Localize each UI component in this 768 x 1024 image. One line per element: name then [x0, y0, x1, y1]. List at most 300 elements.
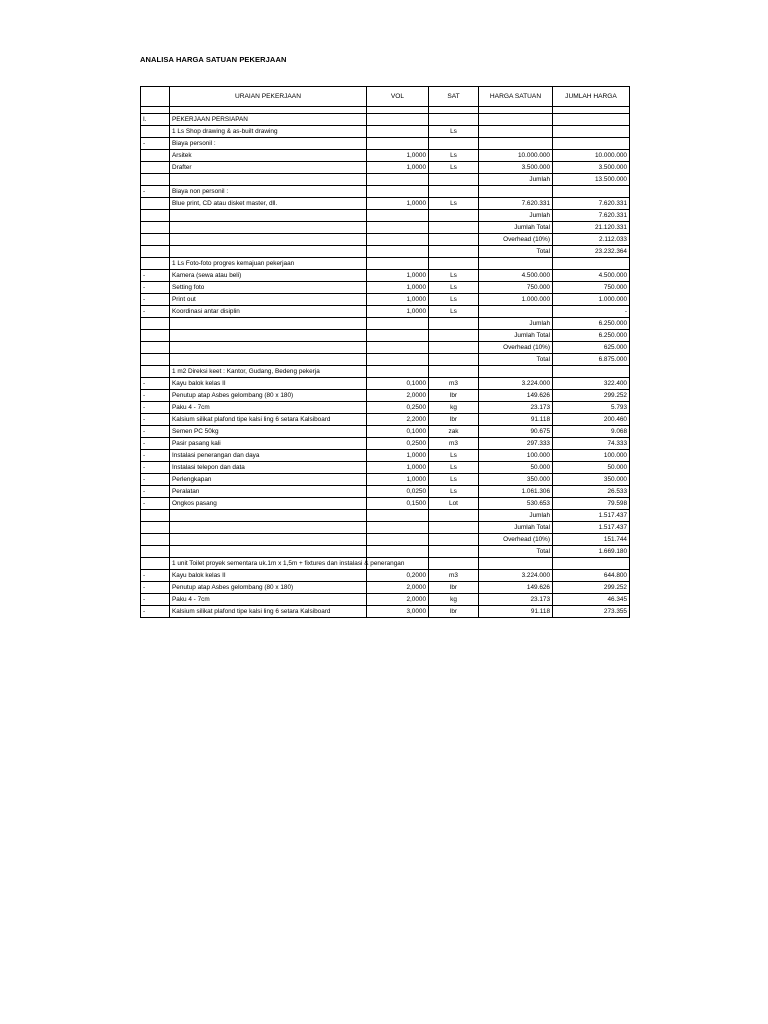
cell-harga-satuan: 50.000	[479, 462, 553, 474]
cell-uraian	[170, 342, 367, 354]
table-row	[141, 402, 630, 414]
cell-sat	[429, 534, 479, 546]
cell-vol: 0,2500	[367, 402, 429, 414]
cell-sat	[429, 186, 479, 198]
cell-vol	[367, 342, 429, 354]
table-row	[141, 138, 630, 150]
cell-jumlah-harga: 350.000	[553, 474, 630, 486]
cell-jumlah-harga: 1.517.437	[553, 510, 630, 522]
cell-harga-satuan: 10.000.000	[479, 150, 553, 162]
cell-jumlah-harga: 21.120.331	[553, 222, 630, 234]
header-harga-satuan: HARGA SATUAN	[479, 87, 553, 107]
cell-sat: m3	[429, 570, 479, 582]
cell-jumlah-harga	[553, 138, 630, 150]
cell-harga-satuan: Total	[479, 546, 553, 558]
cell-harga-satuan	[479, 114, 553, 126]
cell-vol	[367, 114, 429, 126]
cell-uraian: Ongkos pasang	[170, 498, 367, 510]
cell-sat: lbr	[429, 606, 479, 618]
cell-no: -	[141, 186, 170, 198]
cell-no	[141, 558, 170, 570]
cell-sat: Ls	[429, 198, 479, 210]
cell-sat: kg	[429, 594, 479, 606]
cell-harga-satuan: 297.333	[479, 438, 553, 450]
table-row	[141, 107, 630, 114]
cell-vol: 1,0000	[367, 162, 429, 174]
cell-jumlah-harga	[553, 366, 630, 378]
table-row	[141, 126, 630, 138]
cell-vol: 0,1000	[367, 378, 429, 390]
cell-harga-satuan: Overhead (10%)	[479, 342, 553, 354]
cell-vol	[367, 534, 429, 546]
cell-harga-satuan	[479, 186, 553, 198]
cell-vol: 1,0000	[367, 462, 429, 474]
cell-sat: Ls	[429, 282, 479, 294]
cell-no: -	[141, 402, 170, 414]
cell-sat: Ls	[429, 150, 479, 162]
cell-jumlah-harga: 7.620.331	[553, 198, 630, 210]
cell-no: -	[141, 594, 170, 606]
cell-vol: 2,0000	[367, 582, 429, 594]
cell-uraian: Paku 4 - 7cm	[170, 594, 367, 606]
cell-uraian: PEKERJAAN PERSIAPAN	[170, 114, 367, 126]
cell-harga-satuan: 1.000.000	[479, 294, 553, 306]
cell-jumlah-harga	[553, 558, 630, 570]
cell-sat: Ls	[429, 294, 479, 306]
cell-harga-satuan: 91.118	[479, 606, 553, 618]
cell-no: -	[141, 606, 170, 618]
cell-jumlah-harga: 644.800	[553, 570, 630, 582]
price-analysis-table	[140, 86, 630, 618]
table-row	[141, 582, 630, 594]
cell-vol	[367, 186, 429, 198]
header-vol: VOL	[367, 87, 429, 107]
cell-uraian: Kalsium silikat plafond tipe kalsi ling 6 setara Kalsiboard	[170, 606, 367, 618]
cell-sat	[429, 366, 479, 378]
cell-jumlah-harga: 200.460	[553, 414, 630, 426]
cell-jumlah-harga: 79.598	[553, 498, 630, 510]
cell-vol: 0,0250	[367, 486, 429, 498]
cell-uraian: Instalasi penerangan dan daya	[170, 450, 367, 462]
cell-jumlah-harga	[553, 114, 630, 126]
cell-no	[141, 354, 170, 366]
cell-harga-satuan: 149.626	[479, 390, 553, 402]
cell-no	[141, 210, 170, 222]
table-row	[141, 474, 630, 486]
table-row	[141, 318, 630, 330]
cell-vol	[367, 510, 429, 522]
table-row	[141, 558, 630, 570]
table-row	[141, 390, 630, 402]
cell-uraian: Blue print, CD atau disket master, dll.	[170, 198, 367, 210]
cell-sat	[429, 558, 479, 570]
cell-sat	[429, 522, 479, 534]
cell-sat: lbr	[429, 414, 479, 426]
cell-harga-satuan: 90.675	[479, 426, 553, 438]
cell-jumlah-harga: -	[553, 306, 630, 318]
cell-jumlah-harga: 4.500.000	[553, 270, 630, 282]
cell-no: -	[141, 294, 170, 306]
cell-sat: Ls	[429, 162, 479, 174]
cell-sat: lbr	[429, 582, 479, 594]
cell-sat	[429, 174, 479, 186]
table-row	[141, 174, 630, 186]
cell-vol: 2,0000	[367, 594, 429, 606]
cell-harga-satuan: 100.000	[479, 450, 553, 462]
cell-jumlah-harga: 1.000.000	[553, 294, 630, 306]
cell-uraian	[170, 174, 367, 186]
cell-sat	[429, 107, 479, 114]
cell-jumlah-harga: 625.000	[553, 342, 630, 354]
cell-sat: Ls	[429, 474, 479, 486]
cell-harga-satuan: Jumlah Total	[479, 522, 553, 534]
cell-jumlah-harga: 6.250.000	[553, 318, 630, 330]
cell-vol	[367, 246, 429, 258]
cell-uraian: Kayu balok kelas II	[170, 570, 367, 582]
cell-vol: 0,2500	[367, 438, 429, 450]
cell-harga-satuan	[479, 258, 553, 270]
cell-no	[141, 342, 170, 354]
table-row	[141, 282, 630, 294]
cell-no: -	[141, 474, 170, 486]
cell-uraian	[170, 546, 367, 558]
cell-no	[141, 522, 170, 534]
cell-no	[141, 330, 170, 342]
cell-harga-satuan: 91.118	[479, 414, 553, 426]
table-row	[141, 258, 630, 270]
cell-vol	[367, 107, 429, 114]
cell-uraian: 1 Ls Foto-foto progres kemajuan pekerjaan	[170, 258, 367, 270]
cell-jumlah-harga: 750.000	[553, 282, 630, 294]
cell-harga-satuan: Jumlah	[479, 174, 553, 186]
cell-sat	[429, 138, 479, 150]
cell-jumlah-harga: 273.355	[553, 606, 630, 618]
cell-uraian	[170, 318, 367, 330]
cell-jumlah-harga: 3.500.000	[553, 162, 630, 174]
cell-harga-satuan: Jumlah	[479, 510, 553, 522]
table-row	[141, 306, 630, 318]
cell-vol: 1,0000	[367, 294, 429, 306]
cell-vol	[367, 354, 429, 366]
table-row	[141, 378, 630, 390]
cell-vol: 1,0000	[367, 270, 429, 282]
cell-jumlah-harga: 23.232.364	[553, 246, 630, 258]
cell-jumlah-harga: 1.517.437	[553, 522, 630, 534]
cell-jumlah-harga: 7.620.331	[553, 210, 630, 222]
cell-sat	[429, 258, 479, 270]
cell-uraian: Biaya non personil :	[170, 186, 367, 198]
cell-vol: 0,2000	[367, 570, 429, 582]
cell-vol	[367, 222, 429, 234]
cell-no	[141, 222, 170, 234]
cell-jumlah-harga: 13.500.000	[553, 174, 630, 186]
cell-harga-satuan: 23.173	[479, 402, 553, 414]
cell-vol: 1,0000	[367, 150, 429, 162]
cell-uraian: Koordinasi antar disiplin	[170, 306, 367, 318]
cell-no	[141, 246, 170, 258]
cell-no	[141, 258, 170, 270]
table-row	[141, 498, 630, 510]
table-row	[141, 414, 630, 426]
table-row	[141, 198, 630, 210]
cell-no	[141, 174, 170, 186]
cell-vol	[367, 366, 429, 378]
cell-no: -	[141, 426, 170, 438]
cell-sat: Ls	[429, 270, 479, 282]
cell-harga-satuan: Overhead (10%)	[479, 534, 553, 546]
cell-vol: 1,0000	[367, 282, 429, 294]
cell-no	[141, 198, 170, 210]
table-row	[141, 462, 630, 474]
cell-vol: 1,0000	[367, 474, 429, 486]
cell-vol	[367, 234, 429, 246]
cell-jumlah-harga: 74.333	[553, 438, 630, 450]
cell-uraian	[170, 534, 367, 546]
table-row	[141, 594, 630, 606]
table-row	[141, 114, 630, 126]
cell-jumlah-harga: 151.744	[553, 534, 630, 546]
cell-no	[141, 366, 170, 378]
cell-jumlah-harga: 6.250.000	[553, 330, 630, 342]
cell-harga-satuan: 3.500.000	[479, 162, 553, 174]
cell-jumlah-harga	[553, 258, 630, 270]
cell-uraian	[170, 222, 367, 234]
cell-uraian	[170, 510, 367, 522]
table-row	[141, 150, 630, 162]
cell-jumlah-harga: 6.875.000	[553, 354, 630, 366]
cell-no	[141, 162, 170, 174]
cell-sat	[429, 510, 479, 522]
cell-sat: kg	[429, 402, 479, 414]
cell-sat	[429, 330, 479, 342]
cell-sat	[429, 222, 479, 234]
cell-uraian: 1 Ls Shop drawing & as-built drawing	[170, 126, 367, 138]
cell-no	[141, 534, 170, 546]
cell-no	[141, 107, 170, 114]
cell-sat	[429, 234, 479, 246]
cell-vol: 2,2000	[367, 414, 429, 426]
cell-vol	[367, 522, 429, 534]
cell-jumlah-harga	[553, 126, 630, 138]
cell-vol: 1,0000	[367, 198, 429, 210]
cell-harga-satuan: Jumlah Total	[479, 330, 553, 342]
cell-harga-satuan: 530.653	[479, 498, 553, 510]
cell-jumlah-harga: 299.252	[553, 390, 630, 402]
cell-vol	[367, 546, 429, 558]
table-row	[141, 162, 630, 174]
cell-no: -	[141, 462, 170, 474]
cell-harga-satuan	[479, 558, 553, 570]
cell-vol	[367, 210, 429, 222]
cell-harga-satuan: Jumlah	[479, 210, 553, 222]
cell-uraian: Kamera (sewa atau beli)	[170, 270, 367, 282]
cell-jumlah-harga: 2.112.033	[553, 234, 630, 246]
cell-harga-satuan: 23.173	[479, 594, 553, 606]
table-row	[141, 522, 630, 534]
cell-no: -	[141, 414, 170, 426]
cell-harga-satuan: 350.000	[479, 474, 553, 486]
cell-vol	[367, 138, 429, 150]
cell-uraian: Penutup atap Asbes gelombang (80 x 180)	[170, 582, 367, 594]
cell-no: -	[141, 306, 170, 318]
table-row	[141, 246, 630, 258]
cell-no: -	[141, 390, 170, 402]
cell-no: -	[141, 438, 170, 450]
cell-uraian: Penutup atap Asbes gelombang (80 x 180)	[170, 390, 367, 402]
cell-harga-satuan: 7.620.331	[479, 198, 553, 210]
cell-vol: 0,1500	[367, 498, 429, 510]
cell-no: -	[141, 270, 170, 282]
cell-no	[141, 126, 170, 138]
cell-uraian	[170, 354, 367, 366]
cell-harga-satuan	[479, 306, 553, 318]
cell-harga-satuan: Overhead (10%)	[479, 234, 553, 246]
cell-harga-satuan: Jumlah	[479, 318, 553, 330]
cell-harga-satuan: Jumlah Total	[479, 222, 553, 234]
cell-uraian: Kalsium silikat plafond tipe kalsi ling 6 setara Kalsiboard	[170, 414, 367, 426]
cell-sat: Ls	[429, 450, 479, 462]
cell-sat	[429, 114, 479, 126]
cell-harga-satuan: 3.224.000	[479, 378, 553, 390]
cell-jumlah-harga	[553, 107, 630, 114]
cell-uraian: 1 unit Toilet proyek sementara uk.1m x 1,5m + fixtures dan instalasi & penerangan	[170, 558, 367, 570]
table-row	[141, 354, 630, 366]
cell-uraian: Arsitek	[170, 150, 367, 162]
cell-uraian: Print out	[170, 294, 367, 306]
cell-harga-satuan: 3.224.000	[479, 570, 553, 582]
table-row	[141, 234, 630, 246]
cell-sat: m3	[429, 438, 479, 450]
cell-jumlah-harga: 5.793	[553, 402, 630, 414]
cell-uraian	[170, 234, 367, 246]
cell-vol: 0,1000	[367, 426, 429, 438]
cell-sat: Lot	[429, 498, 479, 510]
table-row	[141, 186, 630, 198]
cell-sat	[429, 354, 479, 366]
cell-uraian	[170, 107, 367, 114]
cell-uraian	[170, 522, 367, 534]
table-row	[141, 222, 630, 234]
cell-sat: Ls	[429, 306, 479, 318]
cell-no	[141, 150, 170, 162]
table-row	[141, 486, 630, 498]
cell-uraian: Biaya personil :	[170, 138, 367, 150]
cell-harga-satuan	[479, 366, 553, 378]
header-jumlah-harga: JUMLAH HARGA	[553, 87, 630, 107]
table-row	[141, 270, 630, 282]
cell-no: -	[141, 282, 170, 294]
cell-no: -	[141, 378, 170, 390]
cell-vol	[367, 174, 429, 186]
table-row	[141, 294, 630, 306]
cell-sat: Ls	[429, 462, 479, 474]
cell-uraian: Setting foto	[170, 282, 367, 294]
cell-vol	[367, 318, 429, 330]
table-row	[141, 450, 630, 462]
cell-uraian: Paku 4 - 7cm	[170, 402, 367, 414]
cell-sat	[429, 318, 479, 330]
cell-harga-satuan	[479, 107, 553, 114]
cell-no: -	[141, 570, 170, 582]
cell-no	[141, 234, 170, 246]
cell-uraian: Perlengkapan	[170, 474, 367, 486]
table-row	[141, 366, 630, 378]
cell-jumlah-harga: 50.000	[553, 462, 630, 474]
table-row	[141, 330, 630, 342]
table-row	[141, 510, 630, 522]
table-row	[141, 546, 630, 558]
cell-sat	[429, 342, 479, 354]
table-row	[141, 210, 630, 222]
cell-harga-satuan	[479, 138, 553, 150]
table-body	[141, 107, 630, 618]
cell-jumlah-harga: 299.252	[553, 582, 630, 594]
cell-no	[141, 510, 170, 522]
cell-jumlah-harga	[553, 186, 630, 198]
cell-jumlah-harga: 10.000.000	[553, 150, 630, 162]
cell-uraian: Pasir pasang kali	[170, 438, 367, 450]
cell-vol: 1,0000	[367, 450, 429, 462]
cell-no: -	[141, 498, 170, 510]
cell-harga-satuan: 1.061.306	[479, 486, 553, 498]
cell-harga-satuan: 4.500.000	[479, 270, 553, 282]
cell-sat: m3	[429, 378, 479, 390]
cell-no	[141, 546, 170, 558]
document-title: ANALISA HARGA SATUAN PEKERJAAN	[140, 55, 287, 64]
cell-jumlah-harga: 322.400	[553, 378, 630, 390]
cell-uraian: Semen PC 50kg	[170, 426, 367, 438]
cell-jumlah-harga: 26.533	[553, 486, 630, 498]
cell-vol	[367, 126, 429, 138]
cell-sat: zak	[429, 426, 479, 438]
cell-jumlah-harga: 1.669.180	[553, 546, 630, 558]
cell-uraian	[170, 330, 367, 342]
header-uraian: URAIAN PEKERJAAN	[170, 87, 367, 107]
cell-jumlah-harga: 9.068	[553, 426, 630, 438]
table-row	[141, 426, 630, 438]
cell-vol	[367, 258, 429, 270]
table-row	[141, 606, 630, 618]
cell-sat	[429, 546, 479, 558]
cell-sat: Ls	[429, 126, 479, 138]
cell-sat: lbr	[429, 390, 479, 402]
table-row	[141, 570, 630, 582]
cell-vol: 2,0000	[367, 390, 429, 402]
table-row	[141, 342, 630, 354]
cell-no: -	[141, 450, 170, 462]
header-sat: SAT	[429, 87, 479, 107]
table-row	[141, 534, 630, 546]
cell-harga-satuan: 149.626	[479, 582, 553, 594]
cell-no: -	[141, 138, 170, 150]
cell-no: I.	[141, 114, 170, 126]
cell-sat: Ls	[429, 486, 479, 498]
table-header-row	[141, 87, 630, 107]
cell-jumlah-harga: 100.000	[553, 450, 630, 462]
table-row	[141, 438, 630, 450]
cell-no: -	[141, 582, 170, 594]
cell-uraian: Instalasi telepon dan data	[170, 462, 367, 474]
cell-harga-satuan: Total	[479, 246, 553, 258]
cell-uraian: Drafter	[170, 162, 367, 174]
cell-vol: 3,0000	[367, 606, 429, 618]
cell-vol: 1,0000	[367, 306, 429, 318]
cell-vol	[367, 330, 429, 342]
cell-jumlah-harga: 46.345	[553, 594, 630, 606]
cell-no: -	[141, 486, 170, 498]
cell-uraian: 1 m2 Direksi keet : Kantor, Gudang, Bedeng pekerja	[170, 366, 367, 378]
cell-harga-satuan	[479, 126, 553, 138]
